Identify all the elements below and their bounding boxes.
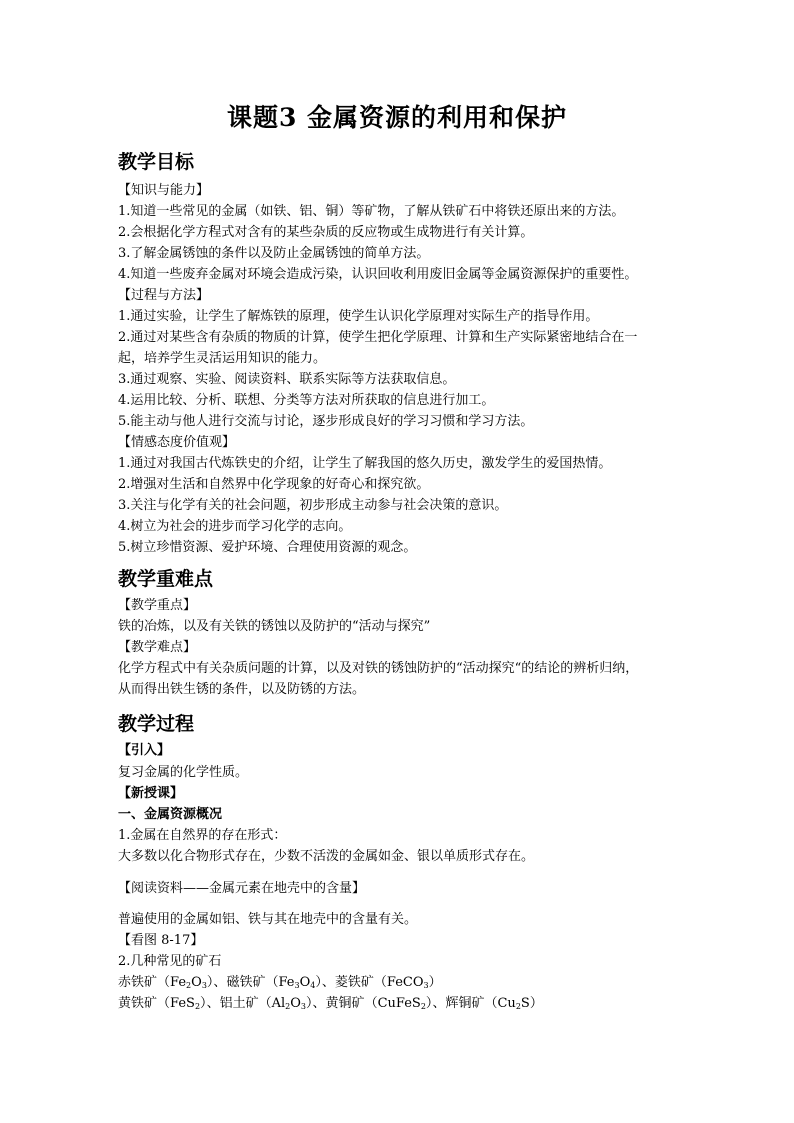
page-title: 课题3 金属资源的利用和保护 [226,103,568,132]
emotion-header: 【情感态度价值观】 [118,435,236,450]
knowledge-item-3: 3.了解金属锈蚀的条件以及防止金属锈蚀的简单方法。 [118,246,430,261]
emotion-item-5: 5.树立珍惜资源、爱护环境、合理使用资源的观念。 [118,540,417,555]
method-item-2-cont: 起，培养学生灵活运用知识的能力。 [118,351,327,366]
ore-magnetite: 磁铁矿 [226,975,266,990]
method-item-4: 4.运用比较、分析、联想、分类等方法对所获取的信息进行加工。 [118,393,495,408]
section-heading-process: 教学过程 [118,713,195,735]
paragraph-1: 1.金属在自然界的存在形式： [118,828,287,843]
ore-chalcopyrite: 黄铜矿 [325,996,365,1011]
knowledge-item-4: 4.知道一些废弃金属对环境会造成污染，认识回收利用废旧金属等金属资源保护的重要性。 [118,267,638,282]
method-item-1: 1.通过实验，让学生了解炼铁的原理，使学生认识化学原理对实际生产的指导作用。 [118,309,599,324]
difficulty-header: 【教学难点】 [118,640,197,655]
new-lesson-header: 【新授课】 [118,786,184,801]
paragraph-4: 2.几种常见的矿石 [118,954,222,969]
ore-pyrite: 黄铁矿 [118,996,158,1011]
section-heading-key-points: 教学重难点 [118,568,214,590]
reading-material-header: 【阅读资料——金属元素在地壳中的含量】 [118,881,366,896]
emotion-item-1: 1.通过对我国古代炼铁史的介绍，让学生了解我国的悠久历史，激发学生的爱国热情。 [118,456,612,471]
ore-siderite: 菱铁矿 [334,975,374,990]
emotion-item-3: 3.关注与化学有关的社会问题，初步形成主动参与社会决策的意识。 [118,498,508,513]
knowledge-item-2: 2.会根据化学方程式对含有的某些杂质的反应物或生成物进行有关计算。 [118,225,534,240]
ore-hematite: 赤铁矿 [118,975,158,990]
part-1-heading: 一、金属资源概况 [118,807,223,822]
emotion-item-2: 2.增强对生活和自然界中化学现象的好奇心和探究欲。 [118,477,430,492]
focus-text: 铁的冶炼，以及有关铁的锈蚀以及防护的“活动与探究” [118,619,431,634]
paragraph-2: 大多数以化合物形式存在，少数不活泼的金属如金、银以单质形式存在。 [118,849,535,864]
intro-header: 【引入】 [118,743,171,758]
section-heading-goals: 教学目标 [118,151,195,173]
focus-header: 【教学重点】 [118,598,197,613]
emotion-item-4: 4.树立为社会的进步而学习化学的志向。 [118,519,352,534]
knowledge-header: 【知识与能力】 [118,183,210,198]
method-item-5: 5.能主动与他人进行交流与讨论，逐步形成良好的学习习惯和学习方法。 [118,414,534,429]
figure-reference: 【看图 8-17】 [118,933,204,948]
paragraph-3: 普遍使用的金属如铝、铁与其在地壳中的含量有关。 [118,912,418,927]
method-item-2: 2.通过对某些含有杂质的物质的计算，使学生把化学原理、计算和生产实际紧密地结合在一 [118,330,638,345]
method-item-3: 3.通过观察、实验、阅读资料、联系实际等方法获取信息。 [118,372,456,387]
difficulty-text-2: 从而得出铁生锈的条件，以及防锈的方法。 [118,682,366,697]
ore-bauxite: 铝土矿 [219,996,259,1011]
intro-text: 复习金属的化学性质。 [118,765,249,780]
ore-chalcocite: 辉铜矿 [445,996,485,1011]
ore-line-1: 赤铁矿$(Fe_2O_3)$、磁铁矿$(Fe_3O_4)$、菱铁矿（FeCO$_3$） [118,975,442,990]
method-header: 【过程与方法】 [118,288,210,303]
ore-line-2: 黄铁矿（FeS$_2$）、铝土矿$(Al_2O_3)$、黄铜矿（CuFeS$_2$）、辉铜矿$(Cu_2S)$ [118,996,543,1011]
knowledge-item-1: 1.知道一些常见的金属（如铁、铝、铜）等矿物，了解从铁矿石中将铁还原出来的方法。 [118,204,625,219]
difficulty-text-1: 化学方程式中有关杂质问题的计算，以及对铁的锈蚀防护的“活动探究“的结论的辨析归纳， [118,661,639,676]
